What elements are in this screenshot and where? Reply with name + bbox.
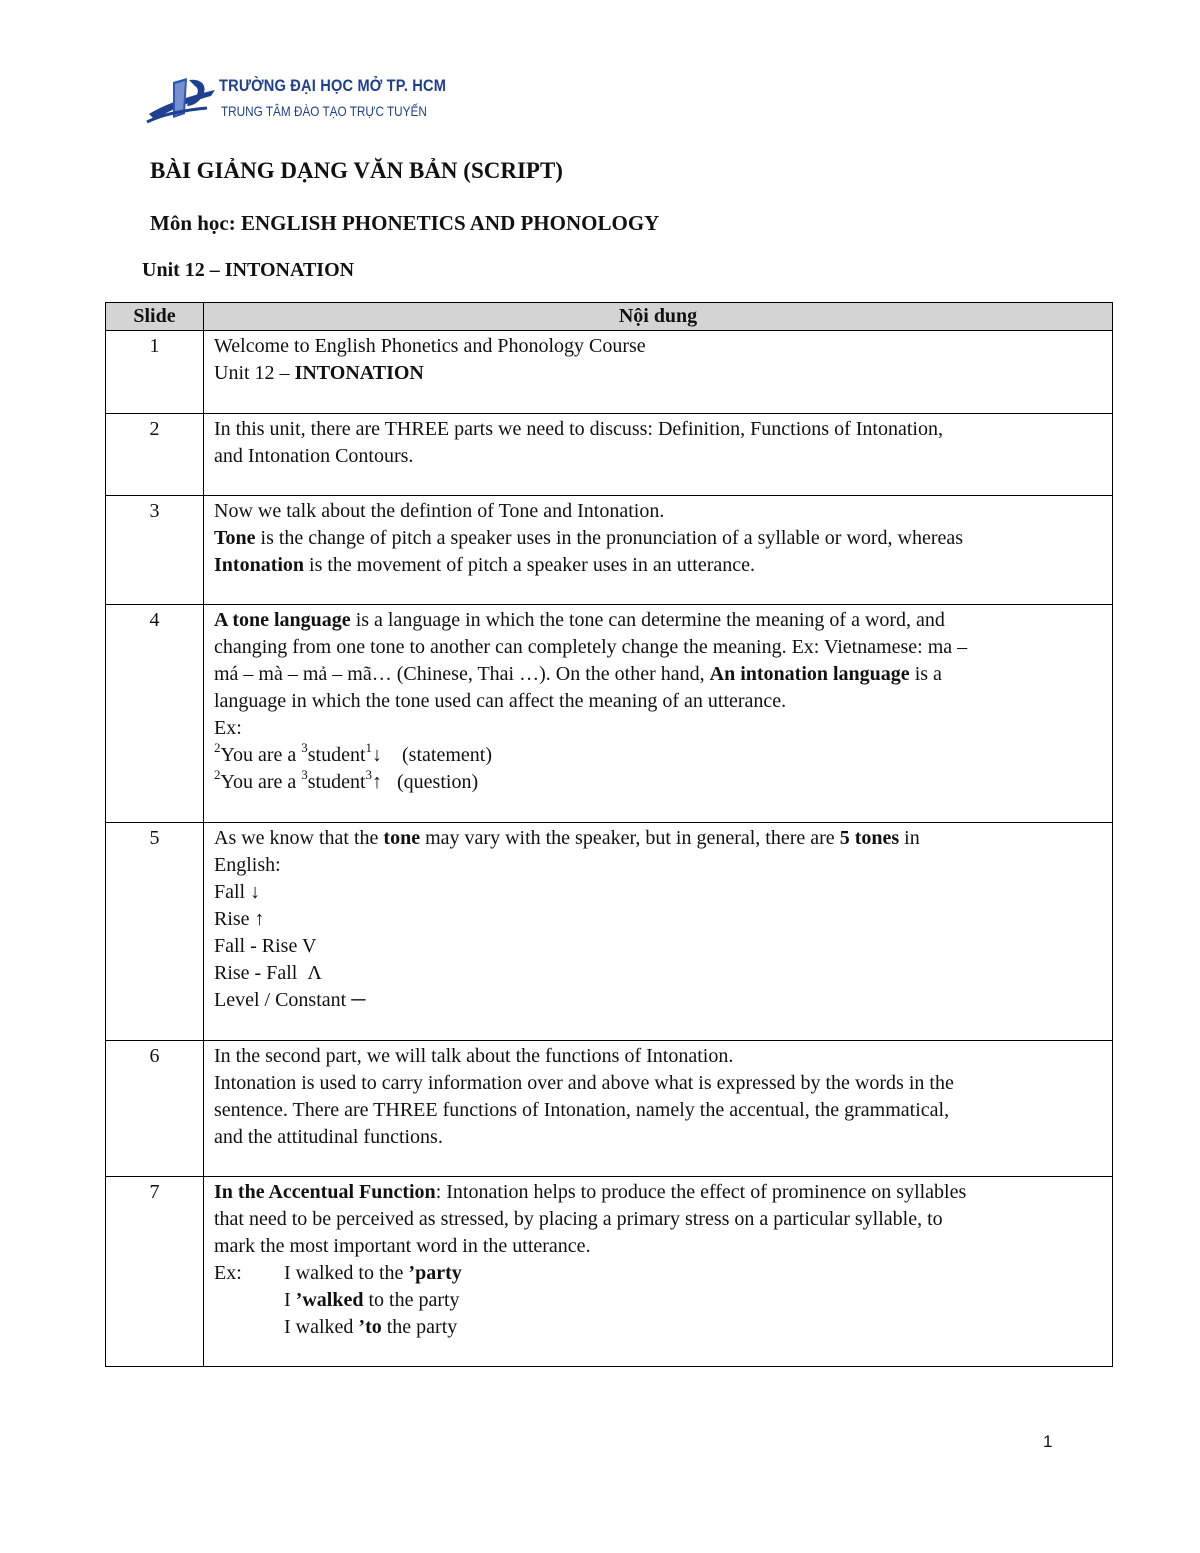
slide-content xyxy=(204,414,1113,496)
text: to the party xyxy=(363,1289,460,1311)
text: You are a xyxy=(220,744,302,766)
content-line xyxy=(214,607,1104,634)
bold-text: Tone xyxy=(214,527,256,549)
text: is the change of pitch a speaker uses in the pronunciation of a syllable or word, whereas xyxy=(255,527,964,549)
example-label: Ex: xyxy=(214,1262,242,1284)
bold-text: Intonation xyxy=(214,554,305,576)
page-number: 1 xyxy=(1043,1432,1053,1451)
table-row xyxy=(106,414,1113,496)
tone-fall-rise: Fall - Rise V xyxy=(214,935,317,957)
content-line: In this unit, there are THREE parts we need to discuss: Definition, Functions of Intonation, xyxy=(214,418,943,440)
table-header-row xyxy=(106,303,1113,331)
pitch-mark: 2 xyxy=(214,740,221,756)
slide-content xyxy=(204,496,1113,605)
university-logo xyxy=(145,74,447,130)
bold-text: INTONATION xyxy=(294,362,424,384)
slide-content xyxy=(204,1041,1113,1177)
text: : Intonation helps to produce the effect of prominence on syllables xyxy=(435,1181,967,1203)
text: is a language in which the tone can determine the meaning of a word, and xyxy=(350,609,945,631)
table-row xyxy=(106,1041,1113,1177)
slide-number: 6 xyxy=(106,1041,204,1177)
slide-number: 1 xyxy=(106,331,204,414)
stress-example xyxy=(214,1287,1104,1314)
bold-text: ’party xyxy=(408,1262,462,1284)
tone-rise: Rise ↑ xyxy=(214,908,265,930)
bold-text: tone xyxy=(383,827,421,849)
text: in xyxy=(899,827,920,849)
text: student xyxy=(307,744,366,766)
text: má – mà – mả – mã… (Chinese, Thai …). On the other hand, xyxy=(214,663,710,685)
table-row xyxy=(106,496,1113,605)
content-line: In the second part, we will talk about the functions of Intonation. xyxy=(214,1045,734,1067)
stress-example xyxy=(214,1260,1104,1287)
slide-content xyxy=(204,823,1113,1041)
content-line: Intonation is used to carry information over and above what is expressed by the words in the xyxy=(214,1072,954,1094)
content-line xyxy=(214,552,1104,579)
text: As we know that the xyxy=(214,827,384,849)
text: You are a xyxy=(220,771,302,793)
content-line: mark the most important word in the utterance. xyxy=(214,1235,591,1257)
table-row xyxy=(106,823,1113,1041)
pitch-mark: 2 xyxy=(214,767,221,783)
stress-example xyxy=(214,1314,1104,1341)
content-line: Welcome to English Phonetics and Phonology Course xyxy=(214,335,646,357)
slide-number: 4 xyxy=(106,605,204,823)
content-line: Now we talk about the defintion of Tone and Intonation. xyxy=(214,500,665,522)
header-slide: Slide xyxy=(106,303,204,331)
tone-rise-fall: Rise - Fall Λ xyxy=(214,962,322,984)
content-line xyxy=(214,360,1104,387)
content-line xyxy=(214,825,1104,852)
bold-text: ’to xyxy=(358,1316,382,1338)
table-row xyxy=(106,605,1113,823)
text: is the movement of pitch a speaker uses in an utterance. xyxy=(304,554,755,576)
text: may vary with the speaker, but in general, there are xyxy=(420,827,840,849)
pitch-mark: 1 xyxy=(365,740,373,756)
text: Unit 12 – xyxy=(214,362,295,384)
tone-level: Level / Constant ─ xyxy=(214,989,366,1011)
pitch-mark: 3 xyxy=(301,740,308,756)
subject-line xyxy=(150,211,659,236)
table-row xyxy=(106,331,1113,414)
slide-number: 3 xyxy=(106,496,204,605)
bold-text: A tone language xyxy=(214,609,351,631)
content-line xyxy=(214,525,1104,552)
text: is a xyxy=(909,663,942,685)
content-line xyxy=(214,1179,1104,1206)
slide-content xyxy=(204,331,1113,414)
content-line: that need to be perceived as stressed, by placing a primary stress on a particular syllable, to xyxy=(214,1208,943,1230)
logo-subtitle: TRUNG TÂM ĐÀO TẠO TRỰC TUYẾN xyxy=(221,103,427,119)
text: ↑ (question) xyxy=(372,771,479,793)
content-line: and Intonation Contours. xyxy=(214,445,414,467)
text: student xyxy=(307,771,366,793)
text: I walked xyxy=(284,1316,359,1338)
intonation-example xyxy=(214,742,1104,769)
document-title: BÀI GIẢNG DẠNG VĂN BẢN (SCRIPT) xyxy=(150,158,563,183)
content-line xyxy=(214,661,1104,688)
slide-number: 7 xyxy=(106,1177,204,1367)
text: the party xyxy=(381,1316,458,1338)
content-line: language in which the tone used can affect the meaning of an utterance. xyxy=(214,690,787,712)
slide-content xyxy=(204,1177,1113,1367)
bold-text: An intonation language xyxy=(709,663,910,685)
pitch-mark: 3 xyxy=(301,767,308,783)
text: I xyxy=(284,1289,296,1311)
header-content: Nội dung xyxy=(204,303,1113,331)
logo-title: TRƯỜNG ĐẠI HỌC MỞ TP. HCM xyxy=(219,76,447,95)
intonation-example xyxy=(214,769,1104,796)
script-table xyxy=(105,302,1113,1367)
bold-text: ’walked xyxy=(295,1289,364,1311)
bold-text: In the Accentual Function xyxy=(214,1181,436,1203)
bold-text: 5 tones xyxy=(839,827,900,849)
slide-content xyxy=(204,605,1113,823)
text: ↓ (statement) xyxy=(372,744,492,766)
content-line: and the attitudinal functions. xyxy=(214,1126,443,1148)
pitch-mark: 3 xyxy=(365,767,373,783)
subject-name: ENGLISH PHONETICS AND PHONOLOGY xyxy=(241,211,660,235)
content-line: English: xyxy=(214,854,281,876)
slide-number: 5 xyxy=(106,823,204,1041)
subject-label: Môn học: xyxy=(150,211,241,235)
university-logo-icon xyxy=(145,74,217,130)
slide-number: 2 xyxy=(106,414,204,496)
tone-fall: Fall ↓ xyxy=(214,881,261,903)
table-row xyxy=(106,1177,1113,1367)
content-line: changing from one tone to another can completely change the meaning. Ex: Vietnamese: ma – xyxy=(214,636,968,658)
unit-title: Unit 12 – INTONATION xyxy=(142,259,355,281)
content-line: Ex: xyxy=(214,717,242,739)
content-line: sentence. There are THREE functions of Intonation, namely the accentual, the grammatical, xyxy=(214,1099,950,1121)
text: I walked to the xyxy=(284,1262,409,1284)
